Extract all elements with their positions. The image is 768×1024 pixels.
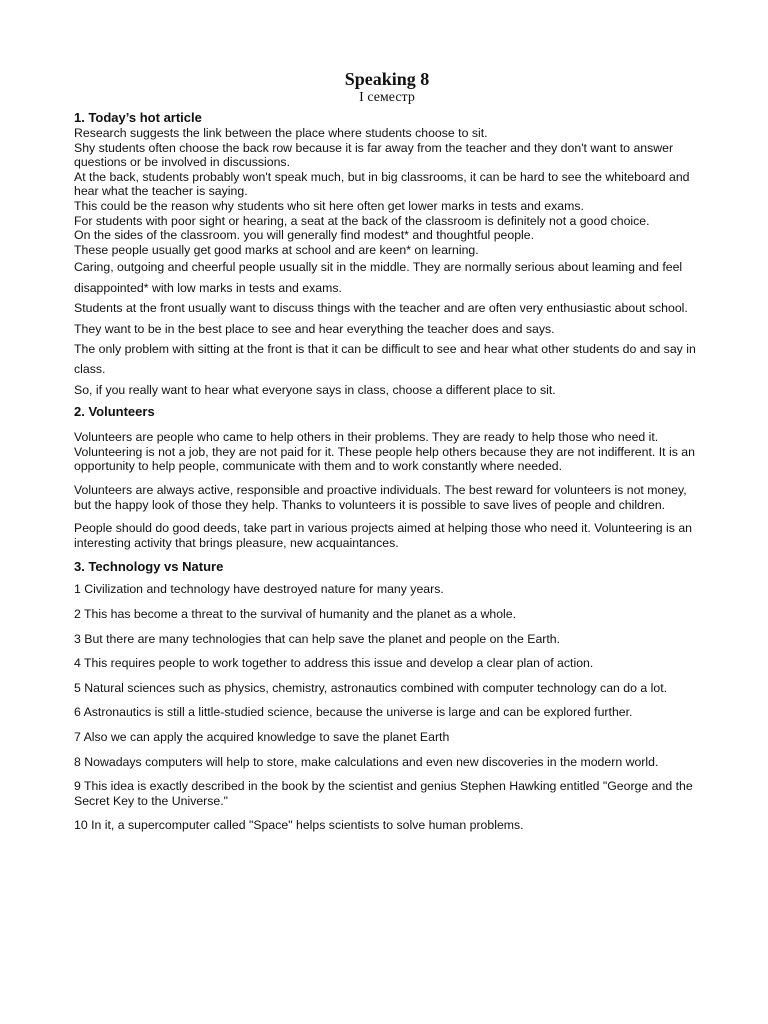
article-line: For students with poor sight or hearing, a seat at the back of the classroom is definitely not a good choice. [74,213,650,228]
numbered-item: 2 This has become a threat to the survival of humanity and the planet as a whole. [74,606,517,621]
numbered-item: 8 Nowadays computers will help to store, make calculations and even new discoveries in the modern world. [74,754,659,769]
section-heading: 2. Volunteers [74,404,155,420]
numbered-item: 3 But there are many technologies that can help save the planet and people on the Earth. [74,631,561,646]
article-line: On the sides of the classroom. you will generally find modest* and thoughtful people. [74,228,535,243]
numbered-item: 10 In it, a supercomputer called "Space" helps scientists to solve human problems. [74,818,524,833]
article-line: Research suggests the link between the place where students choose to sit. [74,126,488,140]
article-line: This could be the reason why students who sit here often get lower marks in tests and exams. [74,198,584,213]
article-line: Students at the front usually want to discuss things with the teacher and are often very enthusiastic about school. [74,301,688,316]
numbered-item: 7 Also we can apply the acquired knowledge to save the planet Earth [74,729,450,744]
numbered-item: 4 This requires people to work together to address this issue and develop a clear plan of action. [74,656,594,671]
numbered-item: 1 Civilization and technology have destroyed nature for many years. [74,582,444,597]
numbered-item: 6 Astronautics is still a little-studied science, because the universe is large and can be explored further. [74,705,633,720]
article-line: These people usually get good marks at school and are keen* on learning. [74,242,479,257]
section-volunteers [74,404,700,550]
document-subtitle: I семестр [359,90,415,105]
numbered-item: 9 This idea is exactly described in the book by the scientist and genius Stephen Hawking entitled "George and the Secret Key to the Universe." [74,779,693,808]
document-title: Speaking 8 [344,69,430,89]
section-heading: 1. Today’s hot article [74,110,202,125]
article-line: Caring, outgoing and cheerful people usually sit in the middle. They are normally serious about leaming and feel disappointed* with low marks in tests and exams. [74,260,683,295]
paragraph: Volunteers are people who came to help others in their problems. They are ready to help those who need it. Volunteering is not a job, they are not paid for it. These people help others because they are not indifferent. It is an opportunity to help people, communicate with them and to work constantly where needed. [74,430,695,474]
article-line: Shy students often choose the back row because it is far away from the teacher and they don't want to answer questions or be involved in discussions. [74,140,674,170]
section-heading: 3. Technology vs Nature [74,559,224,575]
paragraph: Volunteers are always active, responsible and proactive individuals. The best reward for volunteers is not money, but the happy look of those they help. Thanks to volunteers it is possible to save lives of people and children. [74,482,687,512]
article-line: So, if you really want to hear what everyone says in class, choose a different place to sit. [74,382,556,397]
article-line: The only problem with sitting at the front is that it can be difficult to see and hear what other students do and say in class. [74,341,696,377]
article-line: At the back, students probably won't speak much, but in big classrooms, it can be hard to see the whiteboard and hear what the teacher is saying. [74,169,690,199]
section-hot-article [74,110,700,400]
numbered-item: 5 Natural sciences such as physics, chemistry, astronautics combined with computer technology can do a lot. [74,680,668,695]
document-page [74,68,700,843]
paragraph: People should do good deeds, take part in various projects aimed at helping those who need it. Volunteering is an interesting activity that brings pleasure, new acquaintances. [74,521,692,550]
section-technology-nature [74,559,700,833]
article-line: They want to be in the best place to see and hear everything the teacher does and says. [74,321,555,336]
